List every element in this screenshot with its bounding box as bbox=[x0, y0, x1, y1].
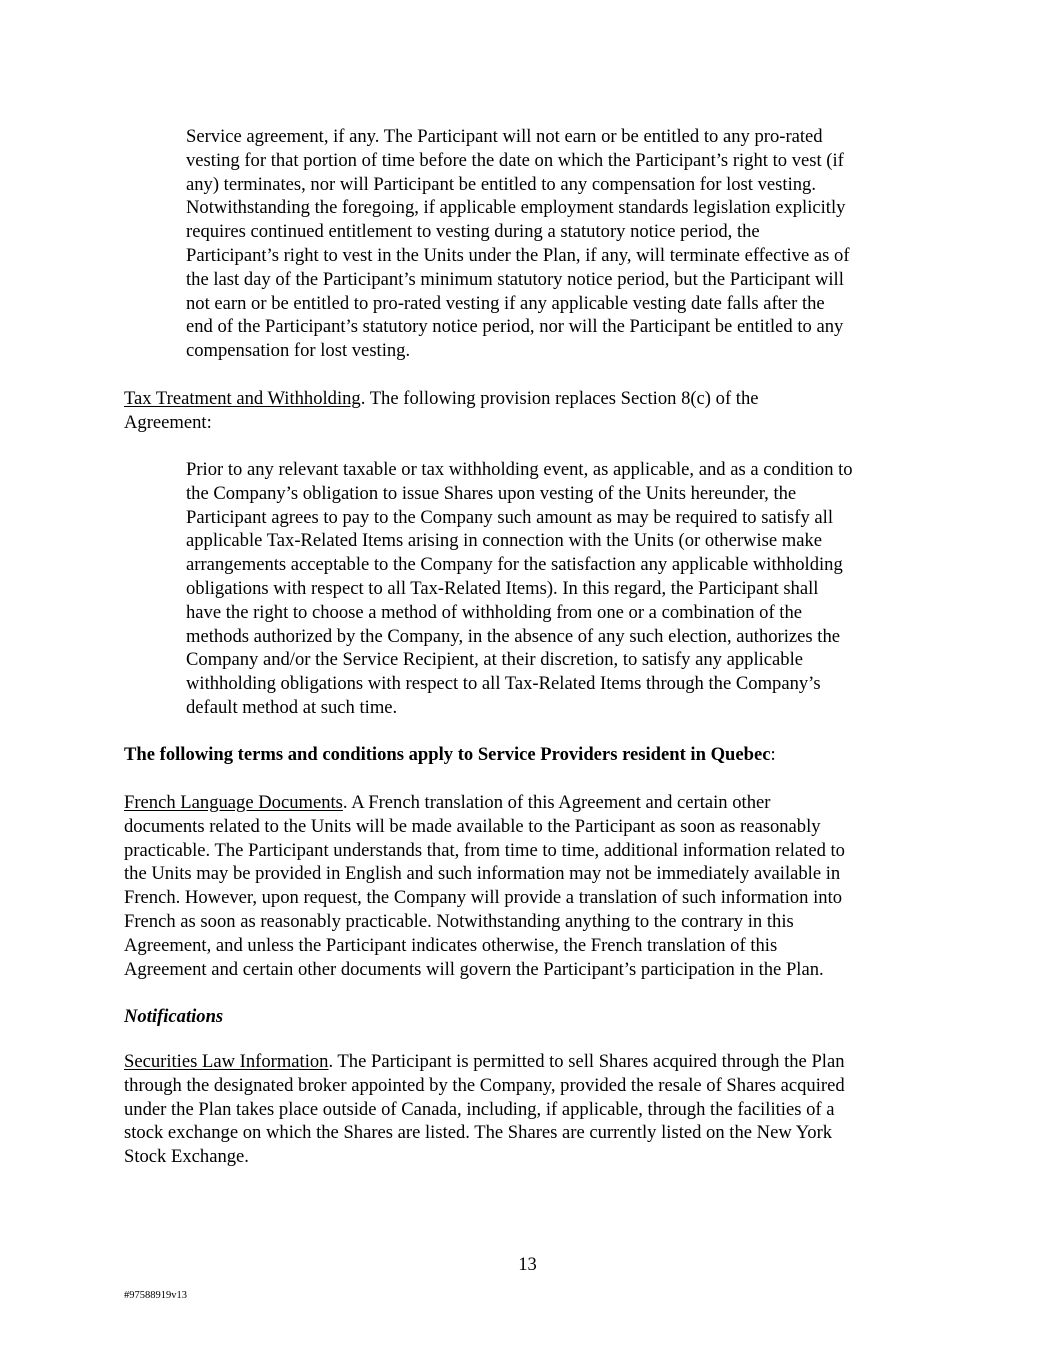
securities-section-heading: Securities Law Information bbox=[124, 1051, 329, 1072]
text-line: applicable Tax-Related Items arising in connection with the Units (or otherwise make bbox=[186, 530, 823, 552]
text-line: the Units may be provided in English and such information may not be immediately available in bbox=[124, 863, 841, 885]
text-line: Agreement: bbox=[124, 411, 212, 433]
text-line: arrangements acceptable to the Company for the satisfaction any applicable withholding bbox=[186, 554, 843, 576]
document-id: #97588919v13 bbox=[124, 1290, 187, 1301]
securities-law-section bbox=[124, 1050, 845, 1169]
quebec-heading bbox=[124, 743, 776, 767]
text-line: Service agreement, if any. The Participant will not earn or be entitled to any pro-rated bbox=[186, 126, 823, 147]
text-line: have the right to choose a method of withholding from one or a combination of the bbox=[186, 601, 803, 623]
text-line: compensation for lost vesting. bbox=[186, 340, 411, 362]
text-line: French. However, upon request, the Company will provide a translation of such information into bbox=[124, 887, 843, 909]
text-line: the last day of the Participant’s minimum statutory notice period, but the Participant will bbox=[186, 268, 844, 290]
quebec-heading-text: The following terms and conditions apply to Service Providers resident in Quebec bbox=[124, 744, 771, 765]
text-line: Participant agrees to pay to the Company such amount as may be required to satisfy all bbox=[186, 506, 833, 528]
securities-first-line-text: . The Participant is permitted to sell Shares acquired through the Plan bbox=[328, 1051, 845, 1072]
french-first-line-text: . A French translation of this Agreement and certain other bbox=[342, 792, 771, 813]
tax-provision-quote bbox=[186, 458, 853, 720]
text-line: Agreement and certain other documents will govern the Participant’s participation in the Plan. bbox=[124, 958, 824, 980]
text-line: documents related to the Units will be made available to the Participant as soon as reasonably bbox=[124, 815, 821, 837]
text-line bbox=[124, 743, 776, 767]
text-line: Stock Exchange. bbox=[124, 1146, 249, 1168]
text-line: Notifications bbox=[124, 1006, 224, 1027]
tax-section-intro bbox=[124, 387, 759, 435]
text-line: French as soon as reasonably practicable. Notwithstanding anything to the contrary in this bbox=[124, 910, 794, 932]
french-section-heading: French Language Documents bbox=[124, 792, 343, 813]
tax-intro-text: . The following provision replaces Section 8(c) of the bbox=[360, 388, 759, 409]
text-line: Participant’s right to vest in the Units under the Plan, if any, will terminate effective as of bbox=[186, 244, 850, 266]
text-line: obligations with respect to all Tax-Related Items). In this regard, the Participant shall bbox=[186, 577, 819, 599]
french-language-section bbox=[124, 791, 845, 981]
text-line: the Company’s obligation to issue Shares upon vesting of the Units hereunder, the bbox=[186, 482, 797, 504]
text-line: through the designated broker appointed by the Company, provided the resale of Shares acquired bbox=[124, 1074, 845, 1096]
text-line: under the Plan takes place outside of Canada, including, if applicable, through the facilities of a bbox=[124, 1098, 835, 1120]
text-line: methods authorized by the Company, in the absence of any such election, authorizes the bbox=[186, 625, 841, 647]
text-line: Company and/or the Service Recipient, at their discretion, to satisfy any applicable bbox=[186, 649, 804, 671]
text-line: withholding obligations with respect to all Tax-Related Items through the Company’s bbox=[186, 673, 821, 695]
text-line bbox=[124, 387, 759, 411]
quebec-heading-colon: : bbox=[770, 744, 776, 765]
text-line: any) terminates, nor will Participant be entitled to any compensation for lost vesting. bbox=[186, 173, 816, 195]
text-line: requires continued entitlement to vesting during a statutory notice period, the bbox=[186, 221, 760, 243]
text-line: Agreement, and unless the Participant indicates otherwise, the French translation of this bbox=[124, 934, 778, 956]
text-line: practicable. The Participant understands that, from time to time, additional information related to bbox=[124, 839, 845, 861]
tax-section-heading: Tax Treatment and Withholding bbox=[124, 388, 361, 409]
text-line: not earn or be entitled to pro-rated vesting if any applicable vesting date falls after the bbox=[186, 292, 825, 314]
text-line bbox=[124, 1050, 845, 1074]
text-line: Prior to any relevant taxable or tax withholding event, as applicable, and as a condition to bbox=[186, 459, 853, 480]
text-line: vesting for that portion of time before the date on which the Participant’s right to vest (if bbox=[186, 149, 844, 171]
page-number: 13 bbox=[518, 1254, 537, 1275]
notifications-heading bbox=[124, 1005, 223, 1029]
text-line bbox=[124, 791, 845, 815]
text-line: Notwithstanding the foregoing, if applicable employment standards legislation explicitly bbox=[186, 197, 846, 219]
text-line: end of the Participant’s statutory notice period, nor will the Participant be entitled to any bbox=[186, 316, 844, 338]
text-line: stock exchange on which the Shares are listed. The Shares are currently listed on the New York bbox=[124, 1122, 833, 1144]
text-line: default method at such time. bbox=[186, 696, 398, 718]
continuation-paragraph bbox=[186, 125, 850, 363]
